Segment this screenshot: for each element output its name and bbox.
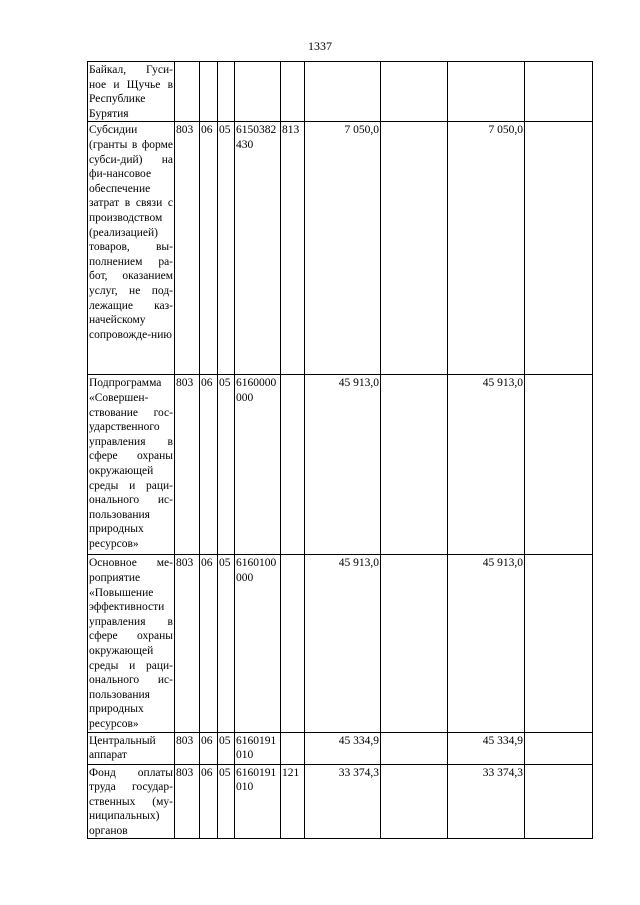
subsection-code: 05 bbox=[218, 764, 235, 839]
row-name: Центральный аппарат bbox=[88, 732, 175, 764]
page-number: 1337 bbox=[308, 39, 332, 53]
amount-col2 bbox=[381, 555, 448, 732]
expense-type-code bbox=[281, 62, 305, 122]
amount-col2 bbox=[381, 62, 448, 122]
amount-col3: 7 050,0 bbox=[448, 122, 525, 375]
amount-col3: 45 913,0 bbox=[448, 375, 525, 555]
amount-total: 45 913,0 bbox=[305, 555, 381, 732]
amount-col3 bbox=[448, 62, 525, 122]
row-name: Подпрограмма «Совершен-ствование гос-ударственного управления в сфере охраны окружающей среды и раци-онального ис-пользования природных ресурсов» bbox=[88, 375, 175, 555]
section-code bbox=[200, 62, 218, 122]
amount-col4 bbox=[525, 375, 593, 555]
section-code: 06 bbox=[200, 375, 218, 555]
target-article-code: 6160191010 bbox=[235, 732, 281, 764]
amount-total: 45 334,9 bbox=[305, 732, 381, 764]
row-name: Основное ме-роприятие «Повышение эффективности управления в сфере охраны окружающей среды и раци-онального ис-пользования природных ресурсов» bbox=[88, 555, 175, 732]
amount-total: 45 913,0 bbox=[305, 375, 381, 555]
amount-total: 33 374,3 bbox=[305, 764, 381, 839]
amount-col2 bbox=[381, 122, 448, 375]
amount-total bbox=[305, 62, 381, 122]
ministry-code: 803 bbox=[175, 375, 200, 555]
table-row bbox=[88, 122, 593, 375]
expense-type-code bbox=[281, 555, 305, 732]
table-row bbox=[88, 732, 593, 764]
ministry-code: 803 bbox=[175, 122, 200, 375]
amount-col4 bbox=[525, 764, 593, 839]
amount-total: 7 050,0 bbox=[305, 122, 381, 375]
ministry-code: 803 bbox=[175, 732, 200, 764]
expense-type-code bbox=[281, 375, 305, 555]
table-row bbox=[88, 375, 593, 555]
table-row bbox=[88, 555, 593, 732]
section-code: 06 bbox=[200, 732, 218, 764]
amount-col4 bbox=[525, 62, 593, 122]
target-article-code: 6160100000 bbox=[235, 555, 281, 732]
amount-col4 bbox=[525, 555, 593, 732]
row-name: Байкал, Гуси-ное и Щучье в Республике Бурятия bbox=[88, 62, 175, 122]
budget-table bbox=[87, 61, 593, 839]
subsection-code: 05 bbox=[218, 555, 235, 732]
amount-col3: 45 334,9 bbox=[448, 732, 525, 764]
amount-col3: 45 913,0 bbox=[448, 555, 525, 732]
amount-col2 bbox=[381, 764, 448, 839]
expense-type-code: 121 bbox=[281, 764, 305, 839]
amount-col3: 33 374,3 bbox=[448, 764, 525, 839]
ministry-code bbox=[175, 62, 200, 122]
amount-col4 bbox=[525, 732, 593, 764]
ministry-code: 803 bbox=[175, 764, 200, 839]
subsection-code bbox=[218, 62, 235, 122]
expense-type-code: 813 bbox=[281, 122, 305, 375]
section-code: 06 bbox=[200, 555, 218, 732]
amount-col2 bbox=[381, 375, 448, 555]
section-code: 06 bbox=[200, 764, 218, 839]
amount-col4 bbox=[525, 122, 593, 375]
subsection-code: 05 bbox=[218, 122, 235, 375]
subsection-code: 05 bbox=[218, 732, 235, 764]
table-row bbox=[88, 764, 593, 839]
row-name: Субсидии (гранты в форме субси-дий) на фи-нансовое обеспечение затрат в связи с производством (реализацией) товаров, вы-полнением ра-бот, оказанием услуг, не под-лежащие каз-начейскому сопровожде-нию bbox=[88, 122, 175, 375]
target-article-code: 6160000000 bbox=[235, 375, 281, 555]
target-article-code: 6160191010 bbox=[235, 764, 281, 839]
ministry-code: 803 bbox=[175, 555, 200, 732]
amount-col2 bbox=[381, 732, 448, 764]
target-article-code bbox=[235, 62, 281, 122]
table-row bbox=[88, 62, 593, 122]
section-code: 06 bbox=[200, 122, 218, 375]
subsection-code: 05 bbox=[218, 375, 235, 555]
row-name: Фонд оплаты труда государ-ственных (му-ниципальных) органов bbox=[88, 764, 175, 839]
target-article-code: 6150382430 bbox=[235, 122, 281, 375]
expense-type-code bbox=[281, 732, 305, 764]
